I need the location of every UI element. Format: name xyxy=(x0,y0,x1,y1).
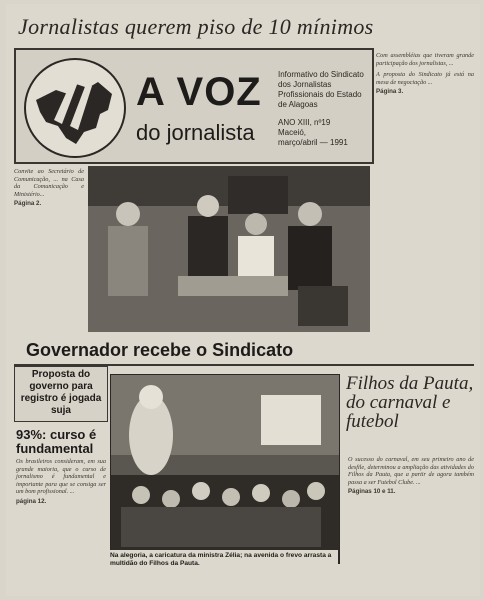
curso-column xyxy=(16,458,106,506)
newspaper-page xyxy=(6,4,480,596)
edition-city: Maceió, xyxy=(278,128,307,137)
left-column-page-ref: Página 2. xyxy=(14,200,42,208)
governor-meeting-photo xyxy=(88,166,370,332)
filhos-page-ref: Páginas 10 e 11. xyxy=(348,488,396,496)
main-headline: Jornalistas querem piso de 10 mínimos xyxy=(18,14,374,39)
left-column xyxy=(14,168,84,208)
map-logo-icon xyxy=(24,58,126,158)
right-column-para2: A proposta do Sindicato já está na mesa de negociação ... xyxy=(376,71,474,86)
masthead-subtitle: do jornalista xyxy=(136,120,255,145)
right-column xyxy=(376,52,474,96)
curso-text: Os brasileiros consideram, em sua grande maioria, que o curso de jornalismo é fundamental e importante para que se consiga ser um bom profissional. ... xyxy=(16,458,106,496)
curso-headline: 93%: curso é fundamental xyxy=(16,427,97,456)
filhos-headline: Filhos da Pauta, do carnaval e futebol xyxy=(346,373,474,432)
edition-date: março/abril — 1991 xyxy=(278,138,348,147)
photo-caption: Na alegoria, a caricatura da ministra Zélia; na avenida o frevo arrasta a multidão do Filhos da Pauta. xyxy=(110,550,338,568)
governor-headline: Governador recebe o Sindicato xyxy=(26,340,294,360)
right-column-page-ref: Página 3. xyxy=(376,88,404,96)
proposta-headline: Proposta do governo para registro é jogada suja xyxy=(20,369,102,416)
proposta-box xyxy=(14,366,108,422)
left-column-text: Convite ao Secretário de Comunicação, ... na Casa da Comunicação e Ministério... xyxy=(14,168,84,198)
right-column-intro: Com assembléias que tiveram grande participação dos jornalistas, ... xyxy=(376,52,474,67)
masthead-info: Informativo do Sindicato dos Jornalistas Profissionais do Estado de Alagoas xyxy=(278,70,364,109)
carnaval-photo xyxy=(110,374,340,564)
masthead-edition xyxy=(278,118,370,148)
masthead xyxy=(14,48,374,164)
masthead-title: A VOZ xyxy=(136,70,262,114)
edition-number: ANO XIII, nº19 xyxy=(278,118,331,127)
filhos-text: O sucesso do carnaval, em seu primeiro ano de desfile, determinou a ampliação das atividades do Filhos da Pauta, que a partir de agora também passa a ser Futebol Clube. ... xyxy=(348,456,474,486)
curso-page-ref: página 12. xyxy=(16,497,47,505)
filhos-column xyxy=(348,456,474,496)
